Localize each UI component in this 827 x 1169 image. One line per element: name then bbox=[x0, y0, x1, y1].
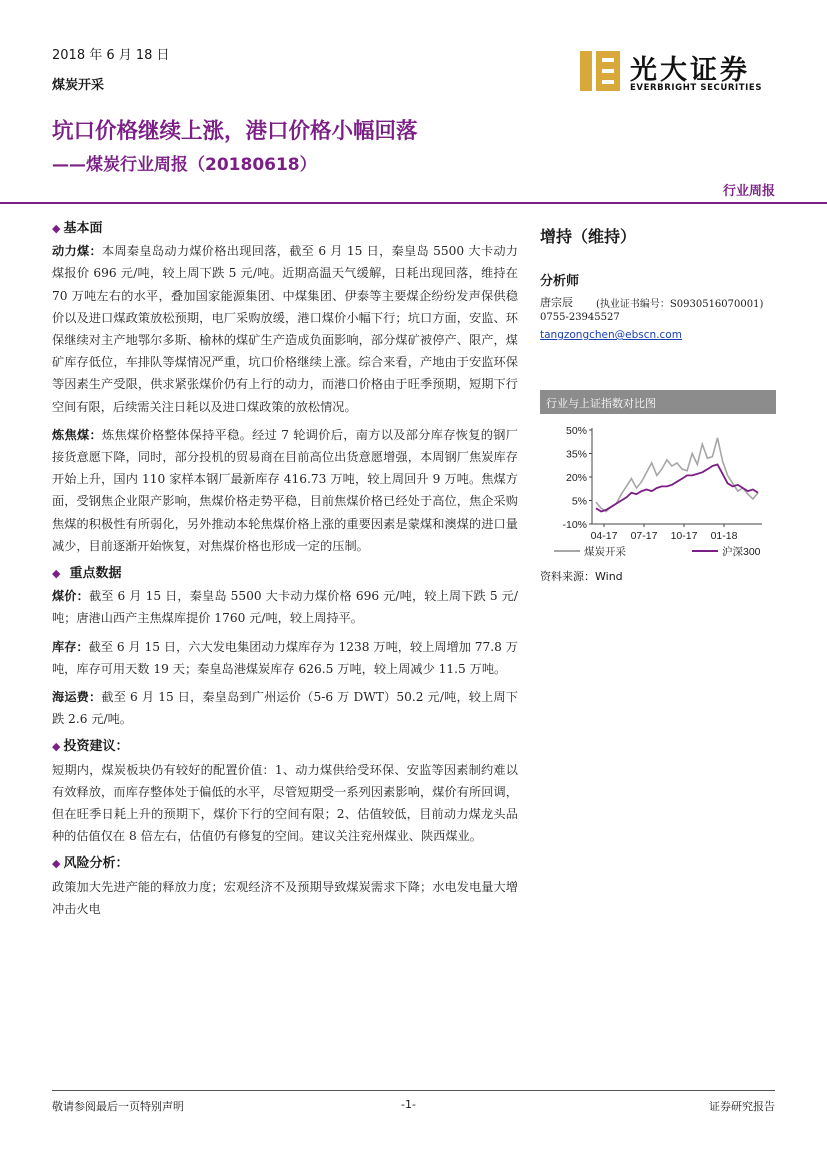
chart-x-tick-label: 10-17 bbox=[670, 530, 698, 542]
industry-category: 煤炭开采 bbox=[52, 78, 105, 93]
paragraph-coking-coal: 炼焦煤：炼焦煤价格整体保持平稳。经过 7 轮调价后，南方以及部分库存恢复的钢厂接货意愿下降，同时，部分投机的贸易商在目前高位出货意愿增强，本周钢厂焦炭库存开始上升，国内 110 家样本钢厂最新库存 416.73 万吨，较上周回升 9 万吨。焦煤方面，受钢焦企业限产影响，焦煤价格走势平稳，目前焦煤价格已经处于高位，焦企采购焦煤的积极性有所弱化，另外推动本轮焦煤价格上涨的重要因素是蒙煤和澳煤的进口量减少，目前逐渐开始恢复，对焦煤价格也形成一定的压制。 bbox=[52, 427, 518, 553]
section-heading-key-data: ◆ 重点数据 bbox=[52, 563, 518, 585]
paragraph-stock: 库存：截至 6 月 15 日，六大发电集团动力煤库存为 1238 万吨，较上周增加 77.8 万吨，库存可用天数 19 天；秦皇岛港煤炭库存 626.5 万吨，较上周减少 11.5 万吨。 bbox=[52, 639, 518, 676]
header-divider bbox=[0, 202, 827, 204]
chart-legend-label: 煤炭开采 bbox=[584, 546, 626, 558]
chart-y-tick-label: 35% bbox=[565, 448, 587, 461]
chart-y-tick-label: -10% bbox=[562, 519, 587, 531]
main-content bbox=[52, 218, 518, 926]
diamond-bullet-icon: ◆ bbox=[52, 222, 61, 235]
logo-english-name: EVERBRIGHT SECURITIES bbox=[630, 83, 763, 93]
section-heading-risk: ◆ 风险分析： bbox=[52, 853, 518, 875]
report-subtitle: ——煤炭行业周报（20180618） bbox=[52, 155, 317, 175]
paragraph-freight: 海运费：截至 6 月 15 日，秦皇岛到广州运价（5-6 万 DWT）50.2 元/吨，较上周下跌 2.6 元/吨。 bbox=[52, 690, 518, 727]
index-comparison-chart bbox=[540, 420, 776, 566]
diamond-bullet-icon: ◆ bbox=[52, 740, 61, 754]
label-power-coal: 动力煤： bbox=[52, 244, 102, 259]
data-source: 资料来源：Wind bbox=[540, 570, 623, 583]
label-freight: 海运费： bbox=[52, 690, 102, 705]
report-date: 2018 年 6 月 18 日 bbox=[52, 48, 170, 63]
footer-report-label: 证券研究报告 bbox=[709, 1100, 775, 1113]
footer-disclaimer: 敬请参阅最后一页特别声明 bbox=[52, 1100, 184, 1113]
diamond-bullet-icon: ◆ bbox=[52, 567, 61, 581]
paragraph-advice: 短期内，煤炭板块仍有较好的配置价值：1、动力煤供给受环保、安监等因素制约难以有效释放，而库存整体处于偏低的水平，尽管短期受一系列因素影响，煤价有所回调，但在旺季日耗上升的预期下，煤价下行的空间有限；2、估值较低，目前动力煤龙头品种的估值仅在 8 倍左右，估值仍有修复的空间。建议关注兖州煤业、陕西煤业。 bbox=[52, 762, 518, 844]
chart-y-tick-label: 20% bbox=[565, 472, 587, 484]
chart-x-tick-label: 01-18 bbox=[710, 530, 738, 542]
paragraph-risk: 政策加大先进产能的释放力度；宏观经济不及预期导致煤炭需求下降；水电发电量大增冲击火电 bbox=[52, 879, 518, 916]
label-coal-price: 煤价： bbox=[52, 589, 89, 604]
chart-legend-label: 沪深300 bbox=[722, 546, 761, 558]
page-number: -1- bbox=[401, 1098, 416, 1111]
chart-title-bar: 行业与上证指数对比图 bbox=[540, 390, 776, 414]
paragraph-coal-price: 煤价：截至 6 月 15 日，秦皇岛 5500 大卡动力煤价格 696 元/吨，较上周下跌 5 元/吨；唐港山西产主焦煤库提价 1760 元/吨，较上周持平。 bbox=[52, 589, 519, 626]
logo-chinese-name: 光大证券 bbox=[630, 55, 750, 86]
section-heading-basic: ◆ 基本面 bbox=[52, 218, 518, 240]
label-stock: 库存： bbox=[52, 639, 89, 654]
everbright-logo-icon bbox=[578, 50, 622, 92]
company-logo bbox=[578, 48, 788, 96]
analyst-certificate: (执业证书编号：S0930516070001) bbox=[596, 299, 764, 310]
analyst-heading: 分析师 bbox=[540, 274, 580, 289]
chart-series-line-2 bbox=[596, 465, 758, 512]
analyst-name: 唐宗辰 bbox=[540, 296, 573, 309]
rating: 增持（维持） bbox=[540, 227, 637, 246]
report-type: 行业周报 bbox=[722, 184, 775, 199]
chart-x-tick-label: 07-17 bbox=[630, 530, 658, 542]
analyst-email-link[interactable]: tangzongchen@ebscn.com bbox=[540, 329, 682, 341]
chart-x-tick-label: 04-17 bbox=[590, 530, 618, 542]
report-title: 坑口价格继续上涨，港口价格小幅回落 bbox=[52, 119, 418, 144]
chart-y-tick-label: 50% bbox=[565, 425, 587, 437]
analyst-phone: 0755-23945527 bbox=[540, 312, 620, 323]
diamond-bullet-icon: ◆ bbox=[52, 857, 61, 871]
paragraph-power-coal: 动力煤：本周秦皇岛动力煤价格出现回落，截至 6 月 15 日，秦皇岛 5500 大卡动力煤报价 696 元/吨，较上周下跌 5 元/吨。近期高温天气缓解，日耗出现回落，维持在 70 万吨左右的水平，叠加国家能源集团、中煤集团、伊泰等主要煤企纷纷发声保供稳价以及进口煤政策放松预期，电厂采购放缓，港口煤价小幅下行；坑口方面，安监、环保继续对主产地鄂尔多斯、榆林的煤矿生产造成负面影响，部分煤矿被停产、限产，煤矿库存低位，车排队等煤情况严重，坑口价格继续上涨。综合来看，产地由于安监环保等因素生产受限，供求紧张煤价仍有上行的动力，而港口价格由于旺季预期，短期下行空间有限，后续需关注日耗以及进口煤政策的放松情况。 bbox=[52, 244, 518, 414]
footer-divider bbox=[52, 1090, 775, 1091]
label-coking-coal: 炼焦煤： bbox=[52, 427, 103, 442]
section-heading-advice: ◆ 投资建议： bbox=[52, 736, 518, 758]
chart-y-tick-label: 5% bbox=[571, 495, 587, 508]
